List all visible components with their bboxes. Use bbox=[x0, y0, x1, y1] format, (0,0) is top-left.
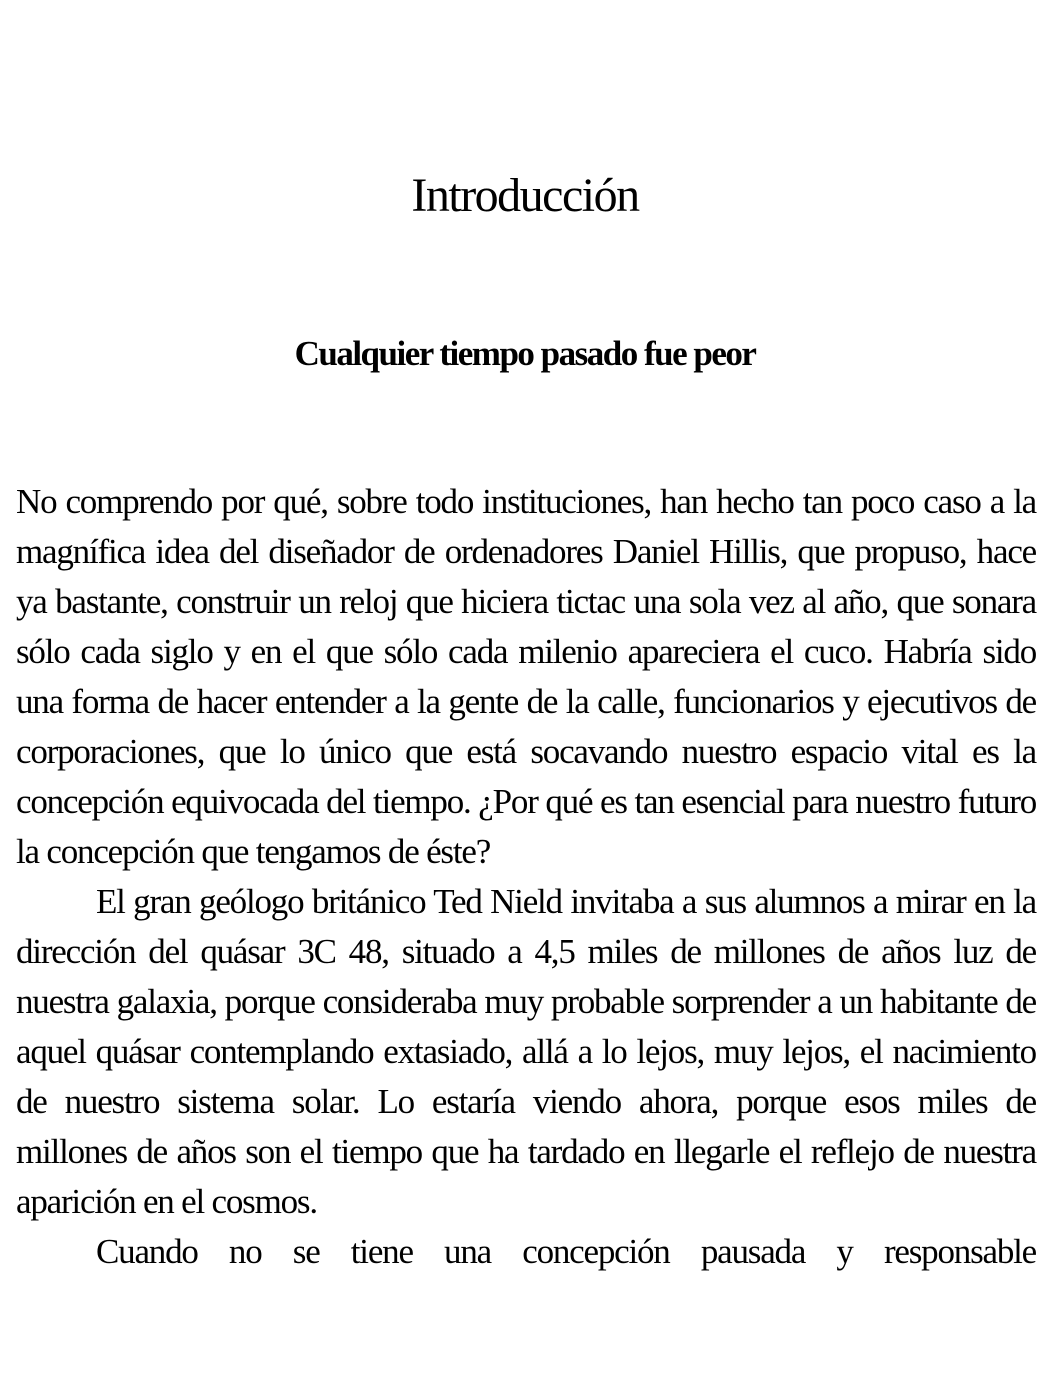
chapter-title: Introducción bbox=[411, 169, 639, 222]
paragraph: Cuando no se tiene una concepción pausada y responsable bbox=[96, 1232, 1036, 1271]
paragraph: El gran geólogo británico Ted Nield invitaba a sus alumnos a mirar en la dirección del quásar 3C 48, situado a 4,5 miles de millones de años luz de nuestra galaxia, porque consideraba muy probable sorprender a un habitante de aquel quásar contemplando extasiado, allá a lo lejos, muy lejos, el nacimiento de nuestro sistema solar. Lo estaría viendo ahora, porque esos miles de millones de años son el tiempo que ha tardado en llegarle el reflejo de nuestra aparición en el cosmos. bbox=[16, 882, 1036, 1221]
paragraph: No comprendo por qué, sobre todo instituciones, han hecho tan poco caso a la magnífica idea del diseñador de ordenadores Daniel Hillis, que propuso, hace ya bastante, construir un reloj que hiciera tictac una sola vez al año, que sonara sólo cada siglo y en el que sólo cada milenio apareciera el cuco. Habría sido una forma de hacer entender a la gente de la calle, funcionarios y ejecutivos de corporaciones, que lo único que está socavando nuestro espacio vital es la concepción equivocada del tiempo. ¿Por qué es tan esencial para nuestro futuro la concepción que tengamos de éste? bbox=[16, 482, 1036, 871]
body-text bbox=[16, 477, 1036, 1277]
chapter-subtitle: Cualquier tiempo pasado fue peor bbox=[294, 334, 756, 373]
